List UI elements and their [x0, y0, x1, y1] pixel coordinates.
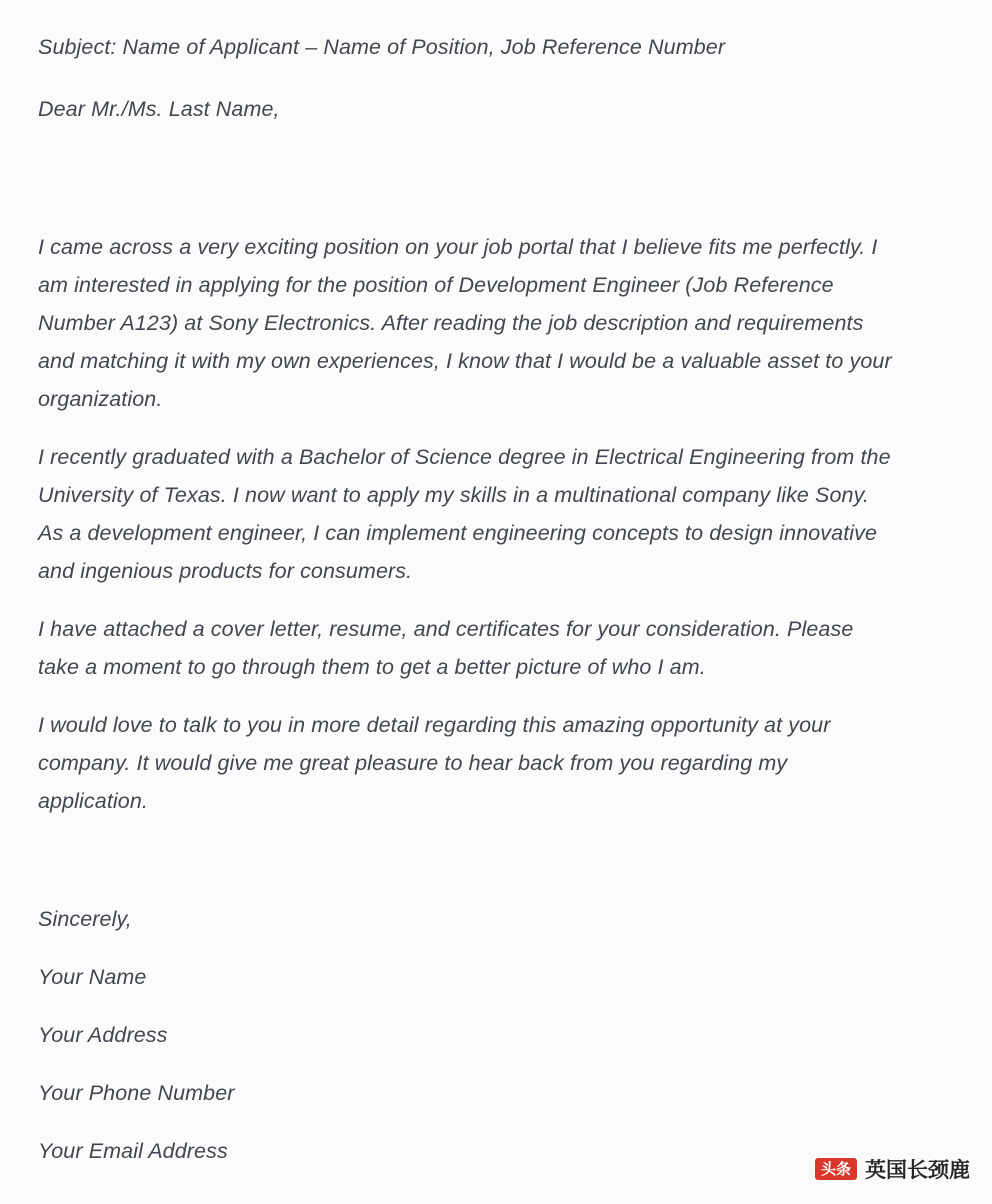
watermark [815, 1154, 970, 1184]
salutation-line: Dear Mr./Ms. Last Name, [38, 97, 280, 121]
letter-closing [38, 900, 896, 1170]
closing-line: Your Address [38, 1023, 168, 1047]
body-paragraph: I came across a very exciting position on your job portal that I believe fits me perfectly. I am interested in applying for the position of Development Engineer (Job Reference Number A123) at Sony Electronics. After reading the job description and requirements and matching it with my own experiences, I know that I would be a valuable asset to your organization. [38, 235, 892, 411]
body-paragraph: I would love to talk to you in more detail regarding this amazing opportunity at your company. It would give me great pleasure to hear back from you regarding my application. [38, 713, 831, 813]
body-paragraph: I have attached a cover letter, resume, and certificates for your consideration. Please take a moment to go through them to get a better picture of who I am. [38, 617, 854, 679]
closing-line: Your Name [38, 965, 147, 989]
letter-body [38, 228, 896, 820]
watermark-label: 英国长颈鹿 [865, 1158, 970, 1182]
closing-line: Your Phone Number [38, 1081, 235, 1105]
body-paragraph: I recently graduated with a Bachelor of Science degree in Electrical Engineering from the University of Texas. I now want to apply my skills in a multinational company like Sony. As a development engineer, I can implement engineering concepts to design innovative and ingenious products for consumers. [38, 445, 891, 583]
closing-line: Your Email Address [38, 1139, 228, 1163]
subject-line: Subject: Name of Applicant – Name of Position, Job Reference Number [38, 35, 726, 59]
closing-line: Sincerely, [38, 907, 132, 931]
toutiao-logo-icon: 头条 [815, 1158, 857, 1181]
